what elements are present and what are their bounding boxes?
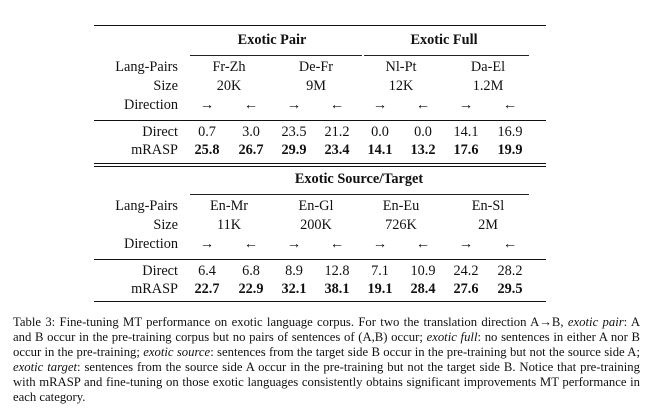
lang-pair-fr-zh: Fr-Zh [212, 59, 246, 75]
direct-value: 28.2 [497, 263, 523, 279]
size-nl-pt: 12K [388, 78, 414, 94]
mid-rule-2 [94, 166, 546, 167]
mrasp-value: 22.9 [238, 281, 264, 297]
direction-arrow: ← [502, 97, 518, 113]
header-rule-1 [94, 120, 546, 121]
row-label-size: Size [153, 217, 178, 233]
lang-pair-nl-pt: Nl-Pt [385, 59, 417, 75]
direct-value: 0.0 [414, 124, 432, 140]
direct-value: 23.5 [281, 124, 307, 140]
size-fr-zh: 20K [216, 78, 242, 94]
row-label-lang-pairs: Lang-Pairs [115, 198, 178, 214]
direction-arrow: ← [415, 236, 431, 252]
row-label-direct: Direct [142, 124, 178, 140]
row-label-mrasp: mRASP [131, 142, 178, 158]
exotic-pair-underline [190, 55, 362, 56]
group-header-exotic-source-target: Exotic Source/Target [294, 171, 424, 187]
direction-arrow: → [286, 97, 302, 113]
caption-text: : no sentences in either A nor B occur in the pre-training; [13, 330, 640, 360]
lang-pair-de-fr: De-Fr [298, 59, 334, 75]
mrasp-value: 26.7 [238, 142, 264, 158]
direct-value: 14.1 [453, 124, 479, 140]
bottom-rule [94, 301, 546, 302]
direction-arrow: ← [415, 97, 431, 113]
direct-value: 6.8 [242, 263, 260, 279]
mrasp-value: 17.6 [453, 142, 479, 158]
top-rule [94, 25, 546, 26]
caption-text: : A and B occur in the pre-training corpus but no pairs of sentences of (A,B) occur; [13, 315, 640, 345]
direct-value: 12.8 [324, 263, 350, 279]
mrasp-value: 38.1 [324, 281, 350, 297]
mrasp-value: 27.6 [453, 281, 479, 297]
mrasp-value: 19.9 [497, 142, 523, 158]
group-header-exotic-full: Exotic Full [410, 32, 478, 48]
caption-term-exotic-full: exotic full [426, 330, 478, 345]
mrasp-value: 28.4 [410, 281, 436, 297]
exotic-full-underline [364, 55, 529, 56]
size-en-gl: 200K [300, 217, 332, 233]
exotic-st-underline [190, 194, 529, 195]
caption-text: : sentences from the target side B occur in the pre-training but not the source side A; [210, 345, 640, 360]
lang-pair-en-mr: En-Mr [209, 198, 249, 214]
table-caption [13, 315, 640, 406]
mrasp-value: 13.2 [410, 142, 436, 158]
direct-value: 6.4 [198, 263, 216, 279]
row-label-direction: Direction [124, 97, 178, 113]
direction-arrow: → [199, 97, 215, 113]
direction-arrow: ← [329, 236, 345, 252]
row-label-mrasp: mRASP [131, 281, 178, 297]
row-label-lang-pairs: Lang-Pairs [115, 59, 178, 75]
size-da-el: 1.2M [472, 78, 504, 94]
mrasp-value: 32.1 [281, 281, 307, 297]
direction-arrow: ← [243, 97, 259, 113]
direction-arrow: → [458, 236, 474, 252]
caption-text: : sentences from the source side A occur in the pre-training but not the target side B. Notice that pre-training with mRASP and fine-tuning on those exotic languages consistently obtains significant improvements MT performance in each category. [13, 360, 640, 405]
size-en-sl: 2M [478, 217, 498, 233]
direct-value: 24.2 [453, 263, 479, 279]
size-de-fr: 9M [306, 78, 326, 94]
direct-value: 0.7 [198, 124, 216, 140]
caption-text: Table 3: Fine-tuning MT performance on exotic language corpus. For two the translation direction A→B, [13, 315, 568, 329]
direction-arrow: → [286, 236, 302, 252]
row-label-direction: Direction [124, 236, 178, 252]
direct-value: 8.9 [285, 263, 303, 279]
caption-term-exotic-target: exotic target [13, 360, 78, 375]
mrasp-value: 14.1 [367, 142, 393, 158]
direction-arrow: → [372, 236, 388, 252]
caption-term-exotic-pair: exotic pair [567, 315, 624, 329]
direction-arrow: ← [329, 97, 345, 113]
mrasp-value: 22.7 [194, 281, 220, 297]
direct-value: 21.2 [324, 124, 350, 140]
direction-arrow: ← [243, 236, 259, 252]
direct-value: 0.0 [371, 124, 389, 140]
header-rule-2 [94, 259, 546, 260]
lang-pair-da-el: Da-El [470, 59, 506, 75]
direction-arrow: → [372, 97, 388, 113]
mrasp-value: 25.8 [194, 142, 220, 158]
mrasp-value: 19.1 [367, 281, 393, 297]
row-label-size: Size [153, 78, 178, 94]
direction-arrow: ← [502, 236, 518, 252]
mrasp-value: 29.9 [281, 142, 307, 158]
direct-value: 7.1 [371, 263, 389, 279]
lang-pair-en-eu: En-Eu [382, 198, 420, 214]
direct-value: 10.9 [410, 263, 436, 279]
lang-pair-en-gl: En-Gl [298, 198, 334, 214]
size-en-eu: 726K [385, 217, 417, 233]
mid-rule [94, 163, 546, 164]
size-en-mr: 11K [216, 217, 242, 233]
direct-value: 3.0 [242, 124, 260, 140]
mrasp-value: 29.5 [497, 281, 523, 297]
direction-arrow: → [458, 97, 474, 113]
direct-value: 16.9 [497, 124, 523, 140]
direction-arrow: → [199, 236, 215, 252]
row-label-direct: Direct [142, 263, 178, 279]
lang-pair-en-sl: En-Sl [471, 198, 505, 214]
caption-term-exotic-source: exotic source [143, 345, 211, 360]
mrasp-value: 23.4 [324, 142, 350, 158]
group-header-exotic-pair: Exotic Pair [237, 32, 307, 48]
